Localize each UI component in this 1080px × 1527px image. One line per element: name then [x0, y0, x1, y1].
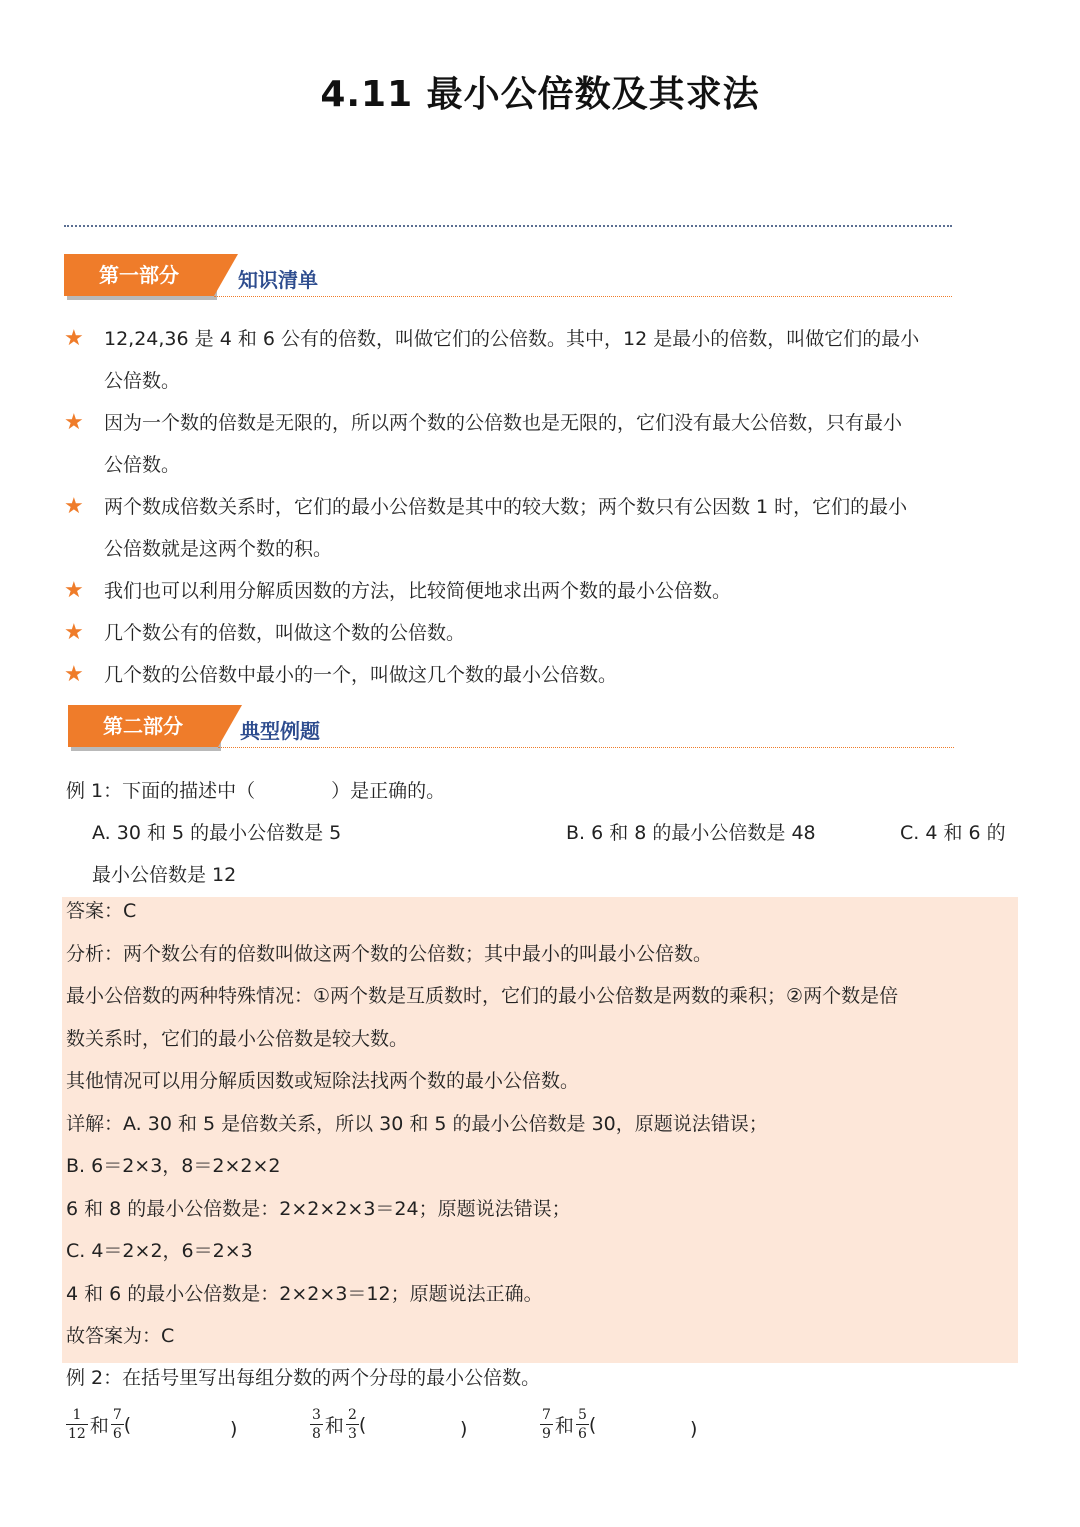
- answer-line: 4 和 6 的最小公倍数是：2×2×3＝12；原题说法正确。: [66, 1282, 543, 1305]
- denominator: 12: [68, 1426, 86, 1442]
- answer-line: C. 4＝2×2，6＝2×3: [66, 1240, 253, 1262]
- fraction: [346, 1406, 359, 1443]
- list-item-text: 12,24,36 是 4 和 6 公有的倍数，叫做它们的公倍数。其中，12 是最小的倍数，叫做它们的最小: [104, 328, 920, 350]
- fraction: [540, 1406, 553, 1443]
- star-icon: ★: [64, 494, 84, 519]
- answer-line: 详解：A. 30 和 5 是倍数关系，所以 30 和 5 的最小公倍数是 30，原题说法错误；: [66, 1112, 768, 1135]
- answer-line: 6 和 8 的最小公倍数是：2×2×2×3＝24；原题说法错误；: [66, 1197, 571, 1220]
- section-2-rule: [218, 747, 954, 748]
- answer-line: 故答案为：C: [66, 1325, 175, 1347]
- page-title: 4.11 最小公倍数及其求法: [320, 74, 760, 115]
- section-2-header: [64, 705, 952, 753]
- list-item: [64, 612, 1020, 654]
- section-1-title: 知识清单: [238, 268, 318, 292]
- denominator: 6: [112, 1426, 122, 1442]
- answer-line: B. 6＝2×3，8＝2×2×2: [66, 1155, 281, 1177]
- connector-text: 和: [554, 1415, 574, 1437]
- denominator: 6: [577, 1426, 587, 1442]
- answer-blank-open: (: [588, 1413, 597, 1436]
- answer-blank-close: ): [230, 1418, 238, 1440]
- list-item-text-cont: 公倍数。: [104, 370, 181, 392]
- numerator: 5: [577, 1407, 587, 1423]
- answer-line: 最小公倍数的两种特殊情况：①两个数是互质数时，它们的最小公倍数是两数的乘积；②两个数是倍: [66, 985, 899, 1007]
- section-2-tab: 第二部分: [68, 705, 218, 747]
- answer-line: 分析：两个数公有的倍数叫做这两个数的公倍数；其中最小的叫最小公倍数。: [66, 942, 713, 965]
- example-2-question: 例 2：在括号里写出每组分数的两个分母的最小公倍数。: [66, 1367, 541, 1389]
- fraction-group: [310, 1406, 468, 1456]
- fraction: [66, 1406, 88, 1443]
- section-1-rule: [214, 296, 952, 297]
- list-item: [64, 402, 1020, 486]
- fraction: [111, 1406, 124, 1443]
- denominator: 8: [312, 1426, 321, 1442]
- fraction: [310, 1406, 323, 1443]
- star-icon: ★: [64, 578, 84, 603]
- title-divider: [64, 225, 952, 227]
- denominator: 9: [542, 1426, 551, 1442]
- example-1-question: 例 1：下面的描述中（ ）是正确的。: [66, 780, 446, 802]
- fraction-groups: [66, 1406, 1006, 1456]
- answer-blank-open: (: [358, 1413, 367, 1436]
- option-a: A. 30 和 5 的最小公倍数是 5: [92, 822, 342, 844]
- numerator: 7: [112, 1407, 122, 1423]
- answer-blank-close: ): [460, 1418, 468, 1440]
- answer-line: 答案：C: [66, 900, 137, 922]
- option-c: C. 4 和 6 的: [900, 822, 1006, 844]
- answer-blank-open: (: [123, 1413, 132, 1436]
- list-item-text: 几个数的公倍数中最小的一个，叫做这几个数的最小公倍数。: [104, 664, 618, 686]
- section-1-header: [64, 254, 952, 302]
- list-item-text: 两个数成倍数关系时，它们的最小公倍数是其中的较大数；两个数只有公因数 1 时，它们的最小: [104, 496, 908, 518]
- numerator: 1: [66, 1406, 88, 1425]
- section-1-tab: 第一部分: [64, 254, 214, 296]
- option-b: B. 6 和 8 的最小公倍数是 48: [566, 822, 816, 844]
- star-icon: ★: [64, 410, 84, 435]
- list-item-text: 几个数公有的倍数，叫做这个数的公倍数。: [104, 622, 466, 644]
- numerator: 3: [312, 1407, 321, 1423]
- star-icon: ★: [64, 662, 84, 687]
- option-c-continued: 最小公倍数是 12: [92, 864, 237, 886]
- list-item-text-cont: 公倍数就是这两个数的积。: [104, 538, 333, 560]
- answer-line: 数关系时，它们的最小公倍数是较大数。: [66, 1027, 409, 1050]
- answer-line: 其他情况可以用分解质因数或短除法找两个数的最小公倍数。: [66, 1070, 580, 1092]
- list-item-text: 因为一个数的倍数是无限的，所以两个数的公倍数也是无限的，它们没有最大公倍数，只有最小: [104, 412, 903, 434]
- list-item: [64, 318, 1020, 402]
- star-icon: ★: [64, 326, 84, 351]
- star-icon: ★: [64, 620, 84, 645]
- fraction: [576, 1406, 589, 1443]
- denominator: 3: [347, 1426, 357, 1442]
- list-item: [64, 654, 1020, 696]
- fraction-group: [66, 1406, 238, 1456]
- answer-blank-close: ): [690, 1418, 698, 1440]
- fraction-group: [540, 1406, 698, 1456]
- numerator: 2: [347, 1407, 357, 1423]
- knowledge-list: [64, 318, 1020, 696]
- list-item-text: 我们也可以利用分解质因数的方法，比较简便地求出两个数的最小公倍数。: [104, 580, 732, 602]
- section-2-title: 典型例题: [240, 719, 320, 743]
- list-item: [64, 486, 1020, 570]
- list-item: [64, 570, 1020, 612]
- connector-text: 和: [324, 1415, 344, 1437]
- connector-text: 和: [89, 1415, 109, 1437]
- list-item-text-cont: 公倍数。: [104, 454, 181, 476]
- answer-text: [66, 890, 1016, 1358]
- numerator: 7: [542, 1407, 551, 1423]
